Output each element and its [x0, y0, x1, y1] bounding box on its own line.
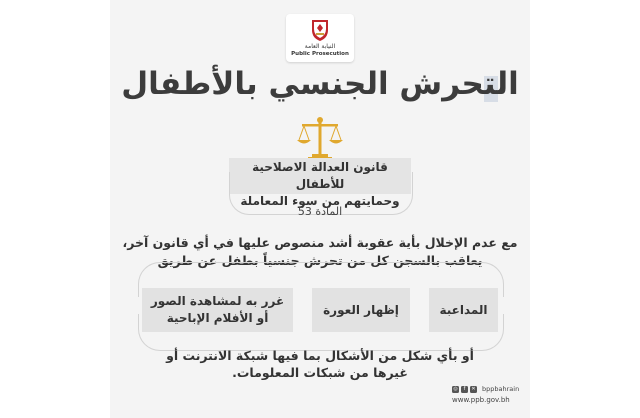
method-label: إظهار العورة: [323, 302, 399, 317]
logo-name-arabic: النيابة العامة: [304, 43, 336, 50]
closing-line1: أو بأي شكل من الأشكال بما فيها شبكة الانترنت أو: [166, 348, 474, 363]
emblem-icon: [310, 18, 330, 42]
social-links: [452, 385, 528, 393]
instagram-icon[interactable]: ◎: [453, 385, 458, 392]
body-line-1: مع عدم الإخلال بأية عقوبة أشد منصوص عليها في أي قانون آخر،: [122, 235, 518, 250]
closing-text: [150, 347, 490, 381]
footer: [452, 385, 528, 404]
logo-name-english: Public Prosecution: [291, 51, 349, 57]
method-label: غرر به لمشاهدة الصور: [150, 294, 285, 308]
website-url[interactable]: www.ppb.gov.bh: [452, 396, 510, 404]
scales-of-justice-icon: [296, 116, 344, 162]
logo: [286, 14, 354, 62]
x-icon[interactable]: ✕: [471, 385, 476, 392]
page-title: التحرش الجنسي بالأطفال: [121, 66, 519, 102]
method-label: المداعبة: [439, 302, 488, 317]
law-name-line1: قانون العدالة الاصلاحية للأطفال: [252, 160, 388, 191]
decorative-bracket-bottom: [138, 314, 504, 351]
article-number: المادة 53: [297, 205, 343, 218]
facebook-icon[interactable]: f: [461, 386, 468, 393]
social-handle: bppbahrain: [482, 385, 520, 393]
method-label-line2: أو الأفلام الإباحية: [166, 311, 269, 325]
body-line-2: يعاقب بالسجن كل من تحرش جنسياً بطفل عن طريق: [157, 253, 483, 268]
law-name-line2: وحمايتهم من سوء المعاملة: [240, 194, 400, 208]
closing-line2: غيرها من شبكات المعلومات.: [232, 365, 408, 380]
